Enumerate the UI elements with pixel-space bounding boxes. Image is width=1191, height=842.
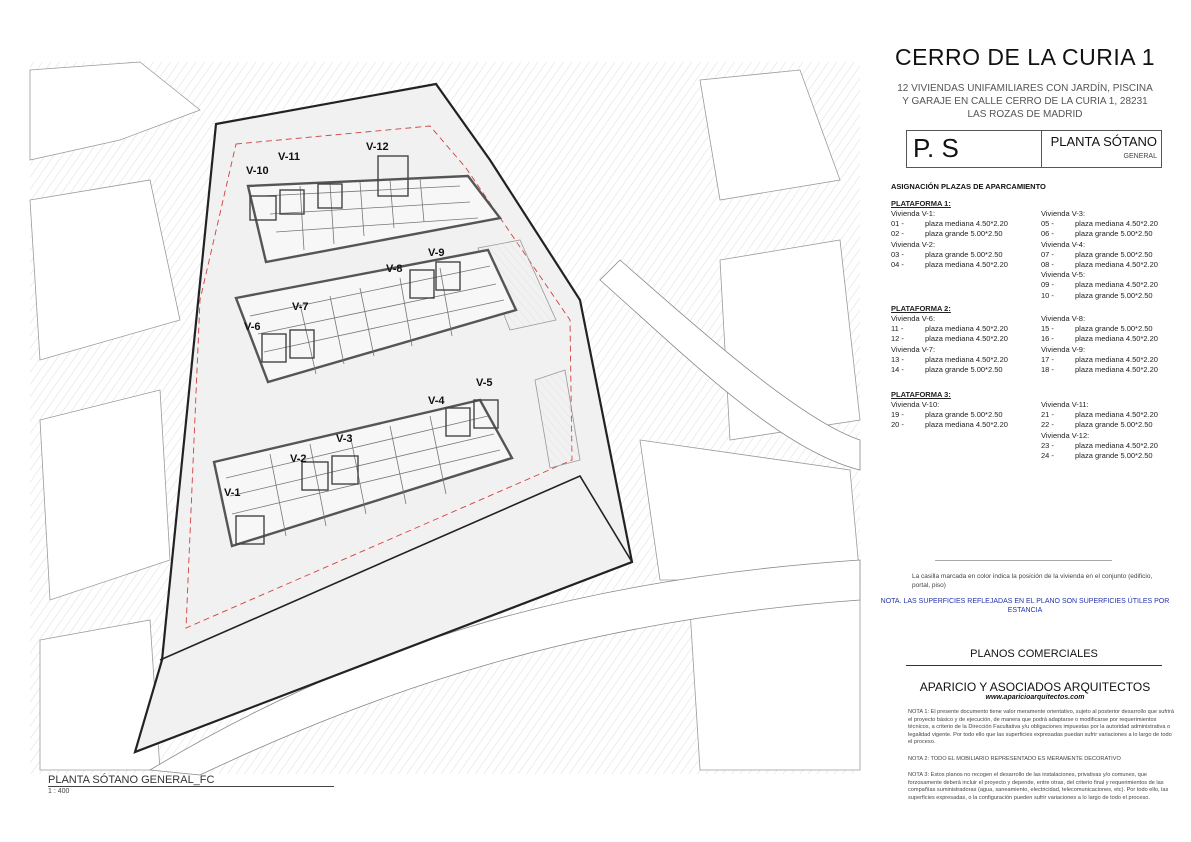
spot-type: plaza mediana 4.50*2.20 <box>925 334 1008 344</box>
spot-number: 13 - <box>891 354 904 364</box>
spot-type: plaza mediana 4.50*2.20 <box>1075 219 1158 229</box>
spot-type: plaza mediana 4.50*2.20 <box>1075 410 1158 420</box>
house-label: Vivienda V-6: <box>891 314 936 323</box>
parking-spot-row <box>891 365 1031 375</box>
spot-type: plaza grande 5.00*2.50 <box>1075 249 1153 259</box>
platform-column-right <box>1041 400 1181 461</box>
house-label: Vivienda V-8: <box>1041 314 1086 323</box>
sheet-sub: GENERAL <box>1123 153 1157 160</box>
sheet-code: P. S <box>913 133 959 163</box>
platform-heading: PLATAFORMA 3: <box>891 390 951 399</box>
spot-number: 21 - <box>1041 410 1054 420</box>
spot-type: plaza grande 5.00*2.50 <box>925 365 1003 375</box>
spot-type: plaza grande 5.00*2.50 <box>925 410 1003 420</box>
plan-label: V-7 <box>292 301 309 313</box>
subtitle-line: 12 VIVIENDAS UNIFAMILIARES CON JARDÍN, PISCINA <box>897 83 1153 94</box>
parking-spot-row <box>891 229 1031 239</box>
spot-type: plaza grande 5.00*2.50 <box>1075 324 1153 334</box>
spot-type: plaza mediana 4.50*2.20 <box>1075 354 1158 364</box>
spot-number: 24 - <box>1041 451 1054 461</box>
plan-label: V-6 <box>244 321 261 333</box>
spot-type: plaza mediana 4.50*2.20 <box>925 420 1008 430</box>
spot-type: plaza grande 5.00*2.50 <box>925 249 1003 259</box>
spot-number: 17 - <box>1041 354 1054 364</box>
parking-spot-row <box>1041 410 1181 420</box>
plan-label: V-3 <box>336 433 353 445</box>
spot-type: plaza mediana 4.50*2.20 <box>925 324 1008 334</box>
parking-spot-row <box>1041 365 1181 375</box>
plan-label: V-9 <box>428 247 445 259</box>
plan-label: V-10 <box>246 165 269 177</box>
divider <box>935 560 1112 561</box>
spot-type: plaza grande 5.00*2.50 <box>925 229 1003 239</box>
spot-type: plaza mediana 4.50*2.20 <box>1075 440 1158 450</box>
spot-number: 14 - <box>891 365 904 375</box>
spot-number: 11 - <box>891 324 904 334</box>
spot-number: 07 - <box>1041 249 1054 259</box>
spot-number: 04 - <box>891 260 904 270</box>
plan-scale: 1 : 400 <box>48 788 70 795</box>
parking-spot-row <box>1041 441 1181 451</box>
house-label: Vivienda V-2: <box>891 239 936 249</box>
house-label: Vivienda V-5: <box>1041 270 1086 280</box>
parking-spot-row <box>891 250 1031 260</box>
house-label: Vivienda V-9: <box>1041 344 1086 354</box>
plan-label: V-5 <box>476 377 493 389</box>
spot-type: plaza mediana 4.50*2.20 <box>925 354 1008 364</box>
note-3: NOTA 3: Estos planos no recogen el desarrollo de las instalaciones, privativas y/o comunes, que forzosamente deberá incluir el proyecto y depende, entre otras, del criterio final y requerimientos de las compañías suministradoras (agua, saneamiento, electricidad, telecomunicaciones, etc). Por todo ello, las superficies expresadas, o la configuración pueden sufrir variaciones a lo largo de todo el proceso. <box>908 772 1169 801</box>
parking-spot-row <box>891 324 1031 334</box>
project-title: CERRO DE LA CURIA 1 <box>894 44 1156 70</box>
assignment-heading: ASIGNACIÓN PLAZAS DE APARCAMIENTO <box>891 182 1046 191</box>
spot-number: 19 - <box>891 410 904 420</box>
spot-type: plaza grande 5.00*2.50 <box>1075 420 1153 430</box>
platform-column-right <box>1041 209 1181 301</box>
spot-type: plaza mediana 4.50*2.20 <box>925 260 1008 270</box>
house-label: Vivienda V-11: <box>1041 400 1089 409</box>
house-label: Vivienda V-1: <box>891 209 936 218</box>
spot-number: 18 - <box>1041 365 1054 375</box>
platform-column-left <box>891 314 1031 375</box>
commercial-plans-heading: PLANOS COMERCIALES <box>906 648 1162 666</box>
parking-spot-row <box>1041 291 1181 301</box>
spot-type: plaza mediana 4.50*2.20 <box>925 219 1008 229</box>
spot-number: 05 - <box>1041 219 1054 229</box>
spot-number: 01 - <box>891 219 904 229</box>
parking-spot-row <box>1041 355 1181 365</box>
spot-number: 10 - <box>1041 290 1054 300</box>
spot-type: plaza grande 5.00*2.50 <box>1075 229 1153 239</box>
spot-type: plaza grande 5.00*2.50 <box>1075 290 1153 300</box>
parking-spot-row <box>1041 324 1181 334</box>
parking-spot-row <box>891 420 1031 430</box>
platform-heading: PLATAFORMA 1: <box>891 199 951 208</box>
sheet-box <box>906 130 1162 168</box>
plan-title: PLANTA SÓTANO GENERAL_FC <box>48 774 334 787</box>
spot-number: 03 - <box>891 249 904 259</box>
spot-number: 08 - <box>1041 260 1054 270</box>
spot-type: plaza mediana 4.50*2.20 <box>1075 260 1158 270</box>
spot-number: 06 - <box>1041 229 1054 239</box>
platform-1 <box>891 199 1181 299</box>
title-block <box>880 0 1180 842</box>
surface-note: NOTA. LAS SUPERFICIES REFLEJADAS EN EL PLANO SON SUPERFICIES ÚTILES POR ESTANCIA <box>880 598 1170 614</box>
spot-type: plaza grande 5.00*2.50 <box>1075 451 1153 461</box>
parking-spot-row <box>1041 250 1181 260</box>
note-1: NOTA 1: El presente documento tiene valor meramente orientativo, sujeto al posterior desarrollo que sufrirá el proyecto básico y de ejecución, de manera que podrá adaptarse o modificarse por requerimientos técnicos, a criterio de la Dirección Facultativa y/u obligaciones impuestas por la autoridad administrativa o legalidad vigente. Por todo ello que las superficies expresadas puedan sufrir variaciones a lo largo de todo el proceso. <box>908 709 1175 746</box>
parking-spot-row <box>1041 334 1181 344</box>
parking-spot-row <box>891 410 1031 420</box>
spot-number: 09 - <box>1041 280 1054 290</box>
firm-name: APARICIO Y ASOCIADOS ARQUITECTOS <box>919 680 1151 694</box>
platform-3 <box>891 390 1181 460</box>
parking-spot-row <box>891 355 1031 365</box>
note-2: NOTA 2: TODO EL MOBILIARIO REPRESENTADO ES MERAMENTE DECORATIVO <box>908 756 1121 762</box>
plan-label: V-8 <box>386 263 403 275</box>
house-label: Vivienda V-4: <box>1041 239 1086 249</box>
parking-spot-row <box>891 260 1031 270</box>
house-label: Vivienda V-12: <box>1041 430 1090 440</box>
spot-number: 16 - <box>1041 334 1054 344</box>
plan-label: V-11 <box>278 151 301 163</box>
legend-text: La casilla marcada en color indica la posición de la vivienda en el conjunto (edificio, portal, piso) <box>912 573 1153 589</box>
parking-spot-row <box>891 219 1031 229</box>
firm-website[interactable]: www.aparicioarquitectos.com <box>985 694 1085 701</box>
parking-spot-row <box>1041 260 1181 270</box>
subtitle-line: Y GARAJE EN CALLE CERRO DE LA CURIA 1, 28231 <box>902 96 1148 107</box>
parking-spot-row <box>1041 219 1181 229</box>
house-label: Vivienda V-10: <box>891 400 940 409</box>
platform-column-left <box>891 209 1031 270</box>
house-label: Vivienda V-7: <box>891 344 936 354</box>
spot-number: 23 - <box>1041 440 1054 450</box>
spot-number: 20 - <box>891 420 904 430</box>
platform-column-left <box>891 400 1031 431</box>
sheet-name: PLANTA SÓTANO <box>1050 134 1157 149</box>
plan-label: V-12 <box>366 141 389 153</box>
plan-label: V-4 <box>428 395 445 407</box>
spot-number: 02 - <box>891 229 904 239</box>
sheet-divider <box>1041 131 1042 167</box>
parking-spot-row <box>891 334 1031 344</box>
plan-label: V-2 <box>290 453 307 465</box>
spot-number: 12 - <box>891 334 904 344</box>
platform-column-right <box>1041 314 1181 375</box>
spot-number: 22 - <box>1041 420 1054 430</box>
spot-type: plaza mediana 4.50*2.20 <box>1075 365 1158 375</box>
parking-spot-row <box>1041 229 1181 239</box>
plan-label: V-1 <box>224 487 241 499</box>
spot-number: 15 - <box>1041 324 1054 334</box>
project-subtitle <box>880 82 1170 121</box>
subtitle-line: LAS ROZAS DE MADRID <box>967 109 1083 120</box>
spot-type: plaza mediana 4.50*2.20 <box>1075 334 1158 344</box>
parking-spot-row <box>1041 451 1181 461</box>
parking-spot-row <box>1041 280 1181 290</box>
house-label: Vivienda V-3: <box>1041 209 1086 218</box>
platform-2 <box>891 304 1181 384</box>
platform-heading: PLATAFORMA 2: <box>891 304 951 313</box>
parking-spot-row <box>1041 420 1181 430</box>
spot-type: plaza mediana 4.50*2.20 <box>1075 280 1158 290</box>
